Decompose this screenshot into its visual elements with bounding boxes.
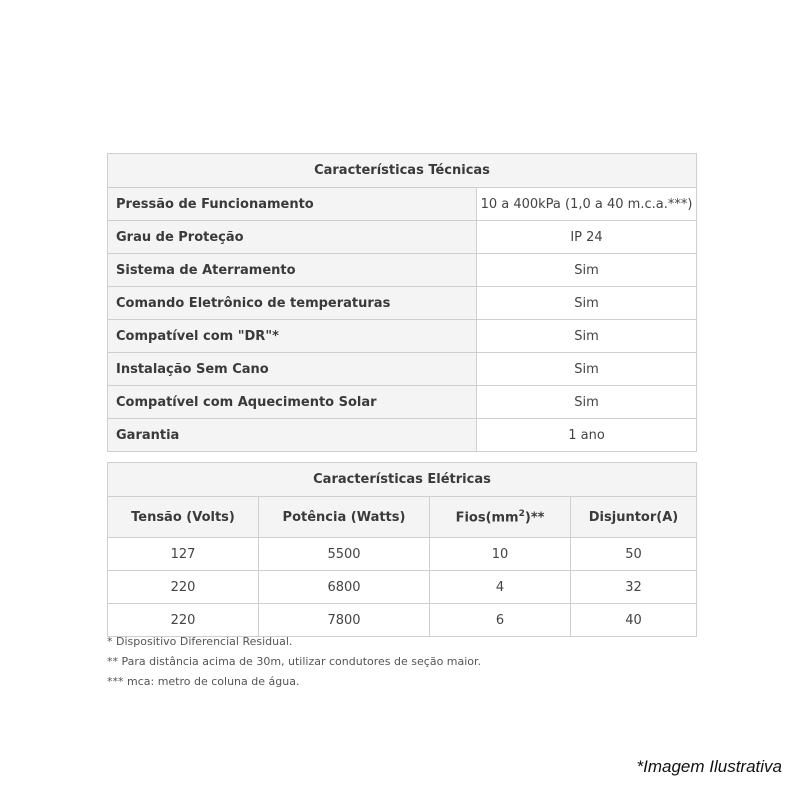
table-row — [108, 320, 697, 353]
voltage-cell: 220 — [108, 571, 259, 604]
voltage-cell: 127 — [108, 538, 259, 571]
wire-cell: 4 — [430, 571, 571, 604]
table-row — [108, 221, 697, 254]
footnote-distance: ** Para distância acima de 30m, utilizar condutores de seção maior. — [107, 655, 482, 668]
spec-value: IP 24 — [477, 221, 697, 254]
spec-value: Sim — [477, 386, 697, 419]
footnote-mca: *** mca: metro de coluna de água. — [107, 675, 300, 688]
power-cell: 6800 — [259, 571, 430, 604]
table-row — [108, 571, 697, 604]
technical-specs-title: Características Técnicas — [108, 154, 697, 188]
table-header-row — [108, 463, 697, 497]
spec-value: Sim — [477, 287, 697, 320]
column-header-row — [108, 497, 697, 538]
spec-label: Compatível com "DR"* — [108, 320, 477, 353]
spec-value: Sim — [477, 353, 697, 386]
spec-value: Sim — [477, 320, 697, 353]
voltage-cell: 220 — [108, 604, 259, 637]
spec-label: Grau de Proteção — [108, 221, 477, 254]
wire-column-header — [430, 497, 571, 538]
wire-header-base: Fios(mm — [455, 510, 519, 526]
power-cell: 7800 — [259, 604, 430, 637]
spec-value: Sim — [477, 254, 697, 287]
electrical-specs-title: Características Elétricas — [108, 463, 697, 497]
spec-label: Comando Eletrônico de temperaturas — [108, 287, 477, 320]
table-header-row — [108, 154, 697, 188]
breaker-cell: 50 — [571, 538, 697, 571]
spec-label: Sistema de Aterramento — [108, 254, 477, 287]
voltage-column-header: Tensão (Volts) — [108, 497, 259, 538]
footnote-dr: * Dispositivo Diferencial Residual. — [107, 635, 293, 648]
table-row — [108, 538, 697, 571]
breaker-cell: 40 — [571, 604, 697, 637]
breaker-cell: 32 — [571, 571, 697, 604]
wire-cell: 6 — [430, 604, 571, 637]
table-row — [108, 254, 697, 287]
spec-label: Garantia — [108, 419, 477, 452]
spec-label: Compatível com Aquecimento Solar — [108, 386, 477, 419]
table-row — [108, 353, 697, 386]
breaker-column-header: Disjuntor(A) — [571, 497, 697, 538]
power-column-header: Potência (Watts) — [259, 497, 430, 538]
footnotes — [107, 632, 697, 692]
table-row — [108, 419, 697, 452]
table-row — [108, 188, 697, 221]
power-cell: 5500 — [259, 538, 430, 571]
electrical-specs-table — [107, 462, 697, 637]
spec-label: Pressão de Funcionamento — [108, 188, 477, 221]
wire-header-end: )** — [524, 510, 545, 526]
wire-header-superscript: 2 — [518, 508, 525, 519]
spec-value: 1 ano — [477, 419, 697, 452]
technical-specs-table — [107, 153, 697, 452]
table-row — [108, 287, 697, 320]
illustrative-image-caption: *Imagem Ilustrativa — [636, 757, 782, 776]
spec-value: 10 a 400kPa (1,0 a 40 m.c.a.***) — [477, 188, 697, 221]
spec-label: Instalação Sem Cano — [108, 353, 477, 386]
table-row — [108, 386, 697, 419]
wire-cell: 10 — [430, 538, 571, 571]
